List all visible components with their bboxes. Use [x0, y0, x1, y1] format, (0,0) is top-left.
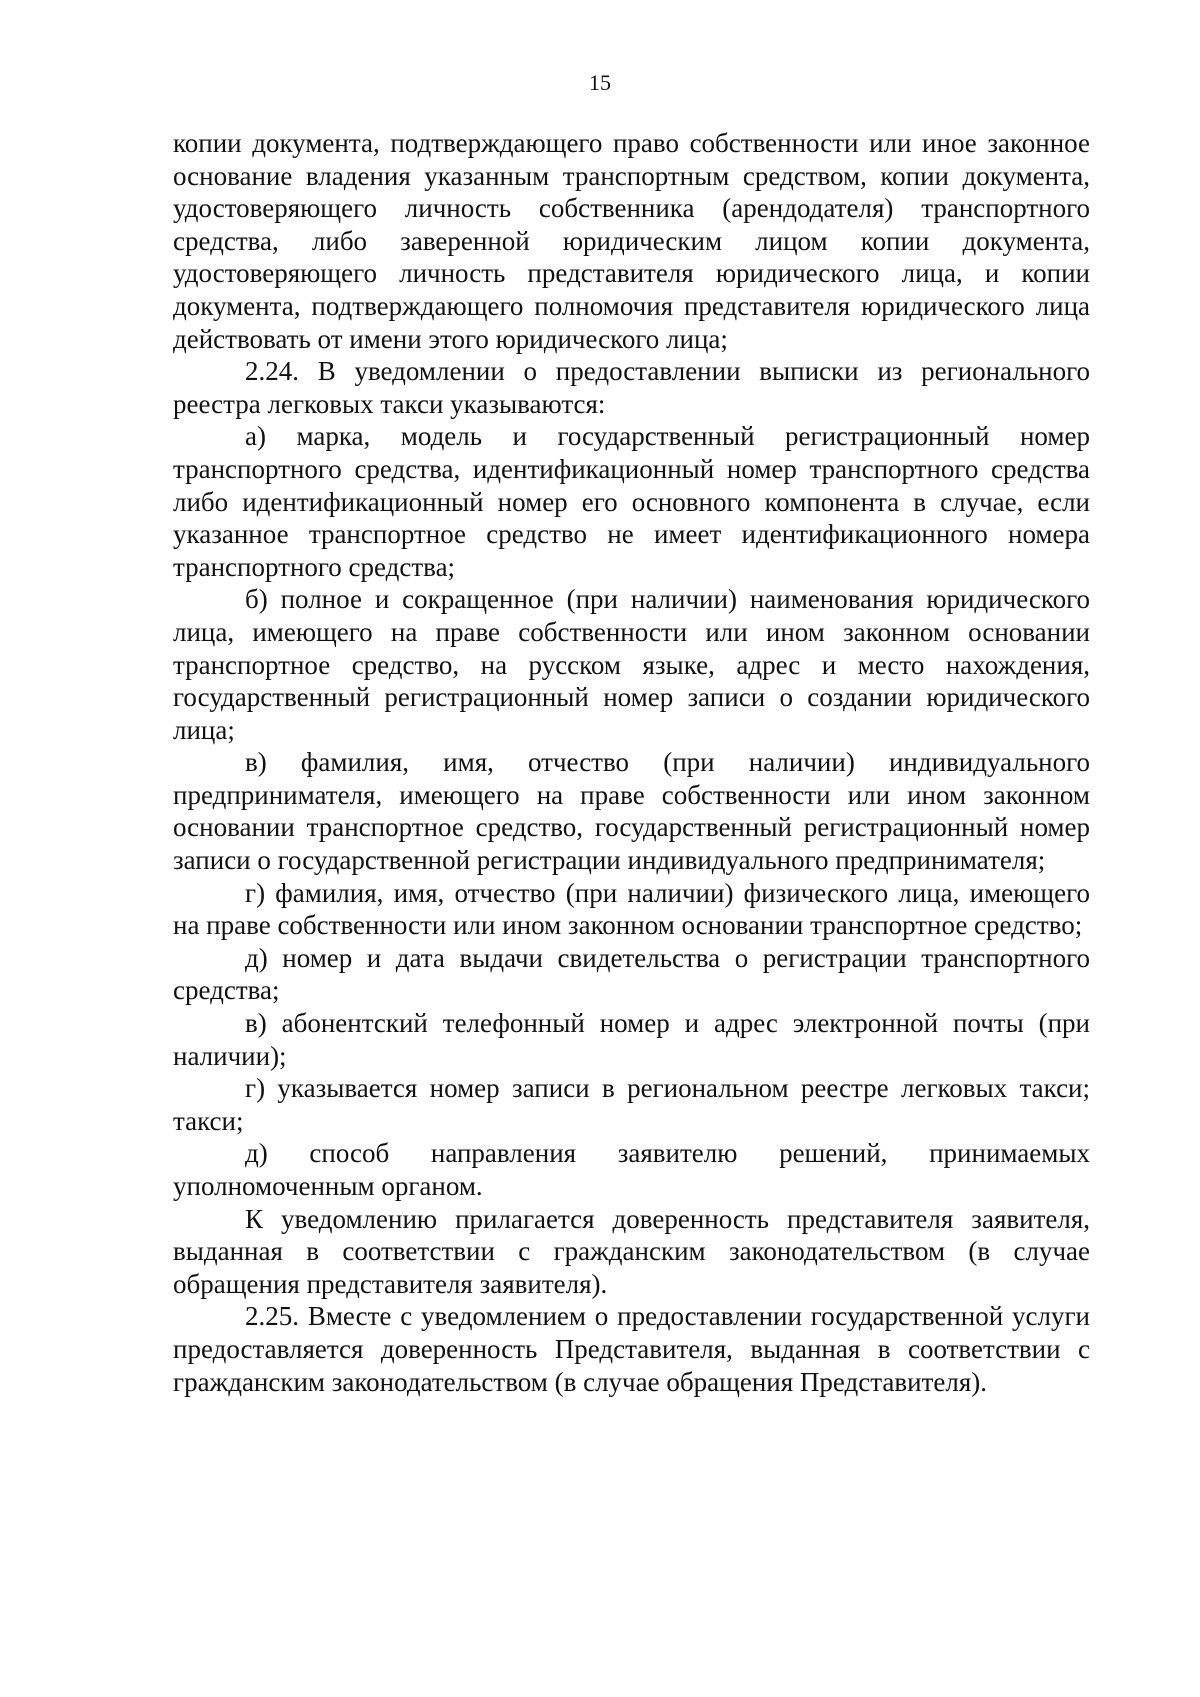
paragraph-item-g-2: г) указывается номер записи в региональном реестре легковых такси; такси; — [173, 1073, 1090, 1136]
paragraph-2-25: 2.25. Вместе с уведомлением о предоставлении государственной услуги предоставляется доверенность Представителя, выданная в соответствии с гражданским законодательством (в случае обращения Представителя). — [173, 1301, 1090, 1397]
paragraph-item-d: д) номер и дата выдачи свидетельства о регистрации транспортного средства; — [173, 942, 1090, 1006]
document-body — [173, 127, 1090, 1398]
paragraph-item-b: б) полное и сокращенное (при наличии) наименования юридического лица, имеющего на праве собственности или ином законном основании транспортное средство, на русском языке, адрес и место нахождения, государственный регистрационный номер записи о создании юридического лица; — [173, 584, 1090, 745]
paragraph-item-a: а) марка, модель и государственный регистрационный номер транспортного средства, идентификационный номер транспортного средства либо идентификационный номер его основного компонента в случае, если указанное транспортное средство не имеет идентификационного номера транспортного средства; — [173, 421, 1090, 582]
paragraph-item-v: в) фамилия, имя, отчество (при наличии) индивидуального предпринимателя, имеющего на праве собственности или ином законном основании транспортное средство, государственный регистрационный номер записи о государственной регистрации индивидуального предпринимателя; — [173, 747, 1090, 876]
page-number: 15 — [589, 70, 611, 95]
paragraph-attachment: К уведомлению прилагается доверенность представителя заявителя, выданная в соответствии с гражданским законодательством (в случае обращения представителя заявителя). — [173, 1203, 1090, 1299]
paragraph-2-24: 2.24. В уведомлении о предоставлении выписки из регионального реестра легковых такси указываются: — [173, 356, 1090, 419]
paragraph-item-g: г) фамилия, имя, отчество (при наличии) физического лица, имеющего на праве собственности или ином законном основании транспортное средство; — [173, 877, 1090, 941]
paragraph-item-d-2: д) способ направления заявителю решений, принимаемых уполномоченным органом. — [173, 1138, 1090, 1201]
paragraph-item-v-2: в) абонентский телефонный номер и адрес электронной почты (при наличии); — [173, 1008, 1090, 1071]
paragraph-continuation: копии документа, подтверждающего право собственности или иное законное основание владения указанным транспортным средством, копии документа, удостоверяющего личность собственника (арендодателя) транспортного средства, либо заверенной юридическим лицом копии документа, удостоверяющего личность представителя юридического лица, и копии документа, подтверждающего полномочия представителя юридического лица действовать от имени этого юридического лица; — [173, 128, 1090, 354]
